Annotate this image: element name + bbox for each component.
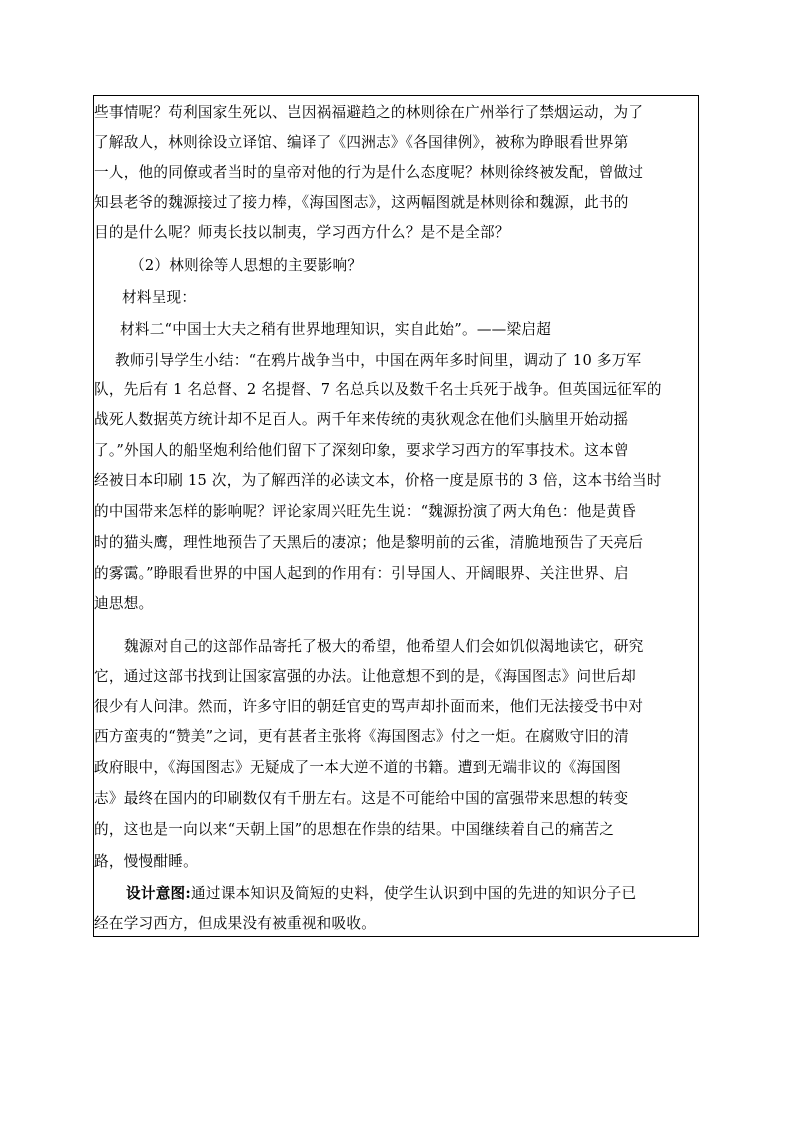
material-quote: 材料二“中国士大夫之稍有世界地理知识，实自此始”。——梁启超 [120, 321, 552, 338]
paragraph-line: 西方蛮夷的“赞美”之词，更有甚者主张将《海国图志》付之一炬。在腐败守旧的清 [94, 728, 629, 745]
paragraph-line: 了解敌人，林则徐设立译馆、编译了《四洲志》《各国律例》，被称为睁眼看世界第 [94, 134, 629, 151]
paragraph-line: 一人，他的同僚或者当时的皇帝对他的行为是什么态度呢？林则徐终被发配，曾做过 [94, 164, 644, 181]
paragraph-line: 的雾霭。”睁眼看世界的中国人起到的作用有：引导国人、开阔眼界、关注世界、启 [94, 565, 629, 582]
paragraph-line: 的中国带来怎样的影响呢？评论家周兴旺先生说：“魏源扮演了两大角色：他是黄昏 [94, 503, 637, 520]
paragraph-line: 时的猫头鹰，理性地预告了天黑后的凄凉；他是黎明前的云雀，清脆地预告了天亮后 [94, 534, 644, 551]
material-heading: 材料呈现： [122, 289, 197, 306]
paragraph-line: 迪思想。 [94, 595, 154, 612]
paragraph-line: 魏源对自己的这部作品寄托了极大的希望，他希望人们会如饥似渴地读它，研究 [124, 638, 644, 655]
paragraph-line: 战死人数据英方统计却不足百人。两千年来传统的夷狄观念在他们头脑里开始动摇 [94, 411, 629, 428]
paragraph-line: 的，这也是一向以来“天朝上国”的思想在作祟的结果。中国继续着自己的痛苦之 [94, 821, 615, 838]
design-intent-line: 经在学习西方，但成果没有被重视和吸收。 [94, 915, 377, 932]
paragraph-line: 知县老爷的魏源接过了接力棒，《海国图志》，这两幅图就是林则徐和魏源，此书的 [94, 194, 629, 211]
question-line: （2）林则徐等人思想的主要影响？ [130, 257, 363, 274]
paragraph-line: 些事情呢？苟利国家生死以、岂因祸福避趋之的林则徐在广州举行了禁烟运动，为了 [94, 104, 644, 121]
design-intent-line [126, 879, 732, 909]
paragraph-line: 教师引导学生小结：“在鸦片战争当中，中国在两年多时间里，调动了 10 多万军 [115, 352, 642, 369]
paragraph-line: 很少有人问津。然而，许多守旧的朝廷官吏的骂声却扑面而来，他们无法接受书中对 [94, 698, 644, 715]
design-intent-text: 通过课本知识及简短的史料，使学生认识到中国的先进的知识分子已 [191, 885, 637, 902]
paragraph-line: 路，慢慢酣睡。 [94, 853, 198, 870]
paragraph-line: 志》最终在国内的印刷数仅有千册左右。这是不可能给中国的富强带来思想的转变 [94, 790, 629, 807]
paragraph-line: 它，通过这部书找到让国家富强的办法。让他意想不到的是，《海国图志》问世后却 [94, 668, 636, 685]
design-intent-label: 设计意图: [126, 885, 192, 902]
paragraph-line: 经被日本印刷 15 次，为了解西洋的必读文本，价格一度是原书的 3 倍，这本书给当时 [94, 472, 662, 489]
paragraph-line: 队，先后有 1 名总督、2 名提督、7 名总兵以及数千名士兵死于战争。但英国远征军的 [94, 381, 662, 398]
paragraph-line: 目的是什么呢？师夷长技以制夷，学习西方什么？是不是全部？ [94, 224, 510, 241]
paragraph-line: 政府眼中，《海国图志》无疑成了一本大逆不道的书籍。遭到无端非议的《海国图 [94, 759, 622, 776]
paragraph-line: 了。”外国人的船坚炮利给他们留下了深刻印象，要求学习西方的军事技术。这本曾 [94, 442, 629, 459]
